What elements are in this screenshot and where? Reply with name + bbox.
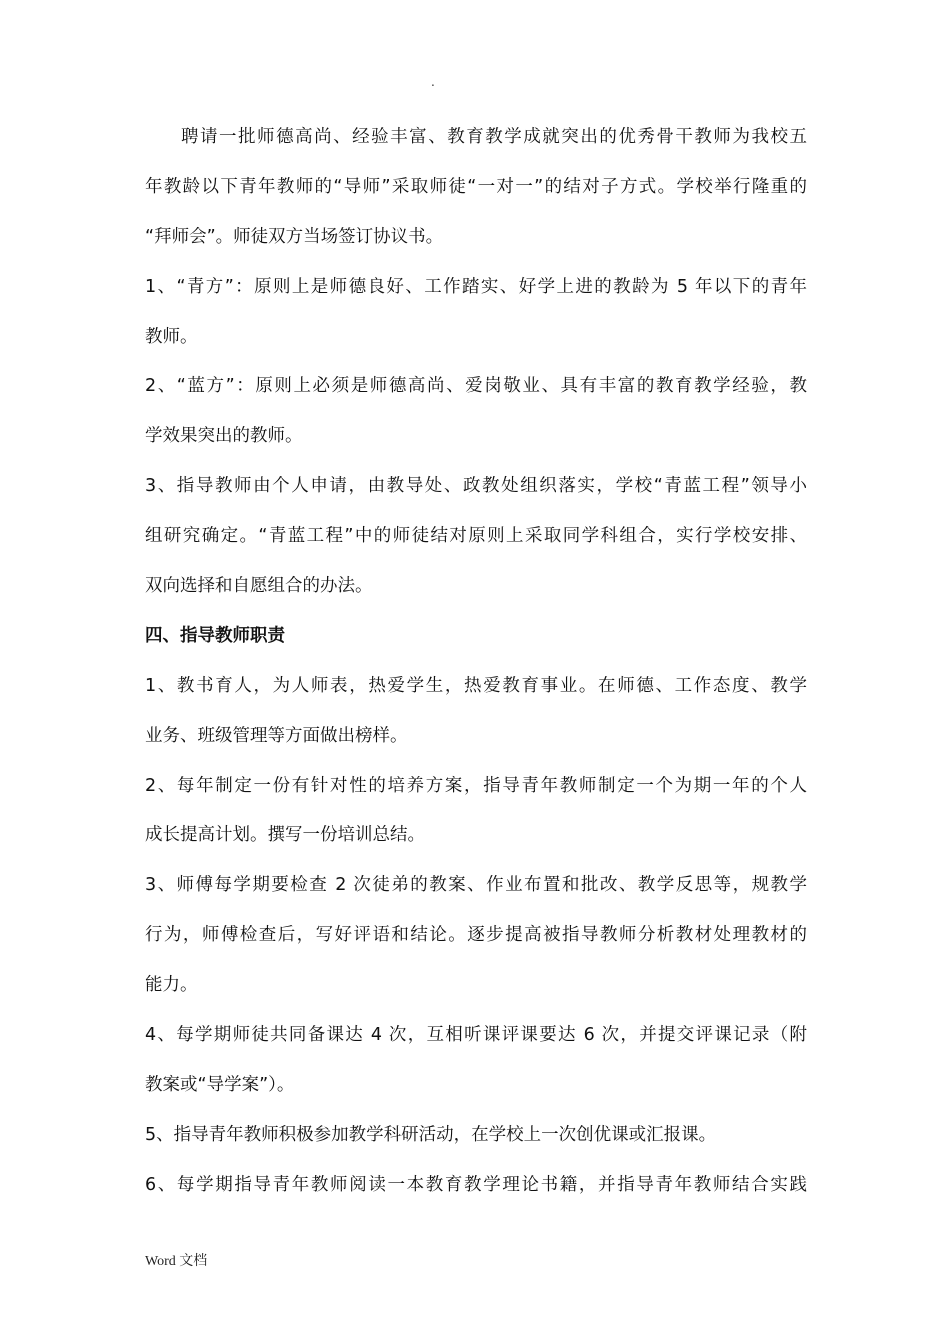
list-item-line: 2、“蓝方”：原则上必须是师德高尚、爱岗敬业、具有丰富的教育教学经验，教 [145,376,807,397]
list-item-line: 组研究确定。“青蓝工程”中的师徒结对原则上采取同学科组合，实行学校安排、 [145,526,807,547]
paragraph-line: “拜师会”。师徒双方当场签订协议书。 [145,226,444,247]
page-footer: Word 文档 [145,1254,208,1269]
list-item-line: 行为，师傅检查后，写好评语和结论。逐步提高被指导教师分析教材处理教材的 [145,925,807,946]
paragraph-line: 年教龄以下青年教师的“导师”采取师徒“一对一”的结对子方式。学校举行隆重的 [145,176,807,197]
list-item-line: 学效果突出的教师。 [145,426,303,447]
list-item-line: 成长提高计划。撰写一份培训总结。 [145,825,425,846]
list-item-line: 教案或“导学案”）。 [145,1074,295,1095]
section-heading: 四、指导教师职责 [145,625,285,646]
list-item-line: 3、指导教师由个人申请，由教导处、政教处组织落实，学校“青蓝工程”领导小 [145,476,807,497]
list-item-line: 1、教书育人，为人师表，热爱学生，热爱教育事业。在师德、工作态度、教学 [145,675,807,696]
header-dot: . [431,75,435,89]
list-item-line: 双向选择和自愿组合的办法。 [145,576,373,597]
list-item-line: 1、“青方”：原则上是师德良好、工作踏实、好学上进的教龄为 5 年以下的青年 [145,276,807,297]
list-item-line: 4、每学期师徒共同备课达 4 次，互相听课评课要达 6 次，并提交评课记录（附 [145,1025,807,1046]
list-item-line: 5、指导青年教师积极参加教学科研活动，在学校上一次创优课或汇报课。 [145,1124,717,1145]
list-item-line: 3、师傅每学期要检查 2 次徒弟的教案、作业布置和批改、教学反思等，规教学 [145,875,807,896]
list-item-line: 能力。 [145,975,198,996]
list-item-line: 教师。 [145,326,198,347]
list-item-line: 6、每学期指导青年教师阅读一本教育教学理论书籍，并指导青年教师结合实践 [145,1174,807,1195]
document-body [145,113,807,1211]
list-item-line: 业务、班级管理等方面做出榜样。 [145,725,408,746]
list-item-line: 2、每年制定一份有针对性的培养方案，指导青年教师制定一个为期一年的个人 [145,775,807,796]
paragraph-line: 聘请一批师德高尚、经验丰富、教育教学成就突出的优秀骨干教师为我校五 [181,127,807,147]
